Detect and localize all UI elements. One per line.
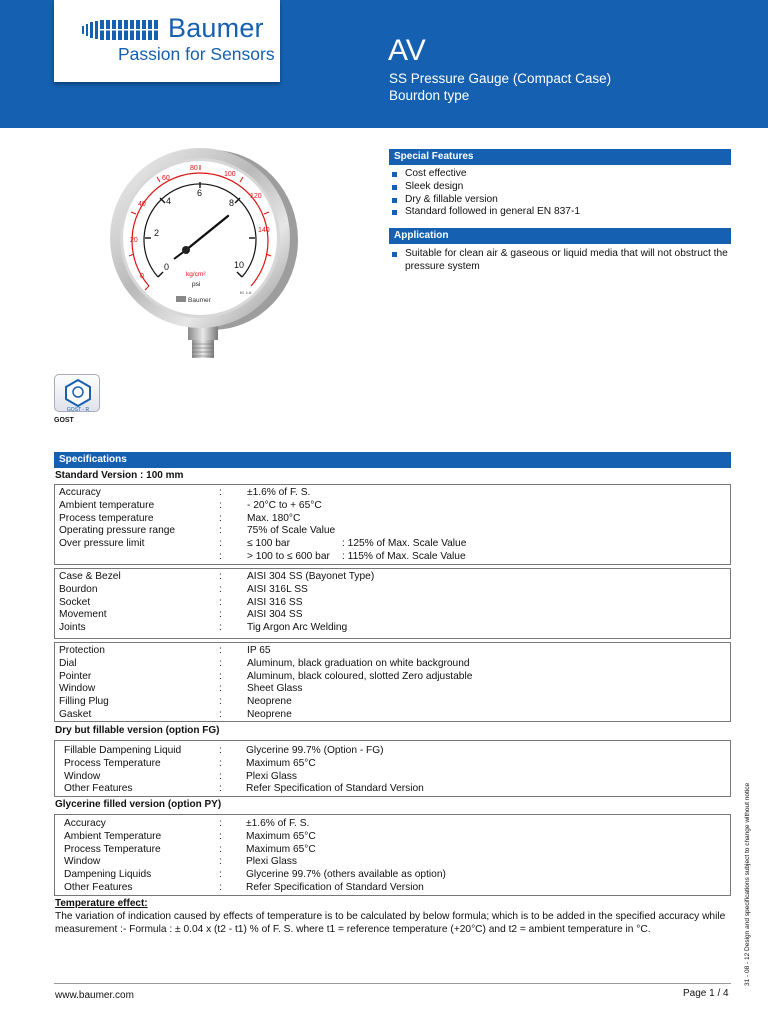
spec-colon: :	[219, 596, 222, 608]
spec-colon: :	[219, 818, 222, 829]
spec-label: Over pressure limit	[59, 538, 145, 550]
standard-version-title: Standard Version : 100 mm	[55, 470, 184, 481]
spec-value: AISI 304 SS	[247, 609, 303, 621]
list-item-text: Suitable for clean air & gaseous or liquid media that will not obstruct the pressure system	[405, 248, 728, 272]
spec-value: Aluminum, black coloured, slotted Zero adjustable	[247, 670, 473, 682]
outer-tick-label: 0	[140, 273, 144, 280]
special-features-list	[392, 168, 732, 219]
spec-colon: :	[219, 783, 222, 795]
spec-value-extra: : 115% of Max. Scale Value	[342, 551, 466, 562]
spec-label: Ambient temperature	[59, 499, 155, 511]
spec-group-components	[54, 642, 731, 722]
spec-value: ±1.6% of F. S.	[247, 487, 311, 498]
spec-value: Maximum 65°C	[246, 830, 316, 842]
spec-label: Accuracy	[64, 818, 106, 829]
spec-value: Plexi Glass	[246, 770, 297, 782]
spec-colon: :	[219, 609, 222, 621]
spec-value-extra: : 125% of Max. Scale Value	[342, 538, 467, 550]
bullet-square-icon	[392, 210, 397, 215]
gost-label: GOST	[54, 417, 74, 424]
spec-colon: :	[219, 551, 222, 562]
spec-colon: :	[219, 696, 222, 708]
inner-tick-label: 4	[166, 196, 172, 206]
spec-value: Glycerine 99.7% (others available as option)	[246, 869, 446, 881]
list-item	[392, 194, 732, 207]
specifications-header: Specifications	[54, 452, 731, 468]
spec-colon: :	[219, 525, 222, 537]
list-item-text: Sleek design	[405, 180, 464, 192]
spec-value: AISI 316L SS	[247, 583, 308, 595]
spec-colon: :	[219, 745, 222, 756]
inner-tick-label: 2	[154, 228, 160, 238]
spec-label: Pointer	[59, 670, 92, 682]
inner-tick-label: 6	[197, 188, 203, 198]
fg-version-title: Dry but fillable version (option FG)	[55, 725, 220, 736]
spec-colon: :	[219, 645, 222, 656]
outer-tick-label: 120	[250, 193, 262, 200]
product-code: AV	[388, 34, 426, 67]
spec-colon: :	[219, 487, 222, 498]
temperature-effect-title: Temperature effect:	[55, 898, 148, 909]
spec-label: Dial	[59, 657, 77, 669]
header-banner	[0, 0, 768, 128]
application-list	[392, 248, 737, 274]
inner-tick-label: 10	[234, 260, 245, 270]
spec-label: Movement	[59, 609, 107, 621]
spec-colon: :	[219, 538, 222, 550]
spec-label: Bourdon	[59, 583, 98, 595]
baumer-logo	[54, 0, 280, 82]
spec-value: Glycerine 99.7% (Option - FG)	[246, 745, 384, 756]
spec-group-materials	[54, 568, 731, 639]
product-subtitle	[389, 70, 611, 104]
spec-label: Process Temperature	[64, 757, 161, 769]
spec-label: Window	[64, 770, 101, 782]
spec-label: Accuracy	[59, 487, 101, 498]
side-note	[744, 740, 756, 986]
spec-value: AISI 316 SS	[247, 596, 303, 608]
spec-label: Case & Bezel	[59, 571, 121, 582]
spec-value: Maximum 65°C	[246, 757, 316, 769]
bullet-square-icon	[392, 185, 397, 190]
bullet-square-icon	[392, 252, 397, 257]
spec-label: Other Features	[64, 783, 133, 795]
gauge-brand: Baumer	[188, 297, 211, 304]
spec-value: Refer Specification of Standard Version	[246, 882, 424, 893]
pressure-gauge-image	[104, 146, 304, 377]
inner-tick-label: 8	[229, 198, 235, 208]
outer-tick-label: 80	[190, 165, 198, 172]
spec-value: Refer Specification of Standard Version	[246, 783, 424, 795]
spec-colon: :	[219, 882, 222, 893]
list-item-text: Cost effective	[405, 168, 467, 179]
spec-colon: :	[219, 657, 222, 669]
spec-label: Operating pressure range	[59, 525, 176, 537]
page-number: Page 1 / 4	[683, 988, 729, 999]
spec-value: Maximum 65°C	[246, 843, 316, 855]
spec-value: IP 65	[247, 645, 271, 656]
spec-label: Process Temperature	[64, 843, 161, 855]
spec-colon: :	[219, 622, 222, 634]
spec-colon: :	[219, 499, 222, 511]
list-item-text: Standard followed in general EN 837-1	[405, 206, 580, 218]
spec-value: AISI 304 SS (Bayonet Type)	[247, 571, 375, 582]
spec-colon: :	[219, 843, 222, 855]
spec-value: Max. 180°C	[247, 512, 301, 524]
product-title-line2: Bourdon type	[389, 88, 470, 103]
spec-value: ≤ 100 bar	[247, 538, 290, 550]
spec-value: Sheet Glass	[247, 683, 303, 695]
spec-colon: :	[219, 583, 222, 595]
outer-tick-label: 60	[162, 175, 170, 182]
spec-value: Neoprene	[247, 709, 292, 720]
gauge-unit-kg: kg/cm²	[186, 271, 206, 278]
spec-label: Fillable Dampening Liquid	[64, 745, 182, 756]
outer-tick-label: 40	[138, 201, 146, 208]
list-item	[392, 181, 732, 194]
spec-colon: :	[219, 869, 222, 881]
spec-value: - 20°C to + 65°C	[247, 499, 322, 511]
spec-label: Joints	[59, 622, 86, 634]
spec-colon: :	[219, 571, 222, 582]
gauge-class: Kl. 1.6	[240, 290, 252, 295]
spec-label: Dampening Liquids	[64, 869, 152, 881]
application-header: Application	[389, 228, 731, 244]
list-item	[392, 206, 732, 219]
list-item	[392, 248, 737, 274]
spec-label: Gasket	[59, 709, 92, 720]
spec-label: Process temperature	[59, 512, 154, 524]
bullet-square-icon	[392, 172, 397, 177]
inner-tick-label: 0	[164, 262, 170, 272]
brand-name: Baumer	[168, 13, 264, 43]
gost-icon-text: GOST - R	[66, 407, 90, 413]
spec-value: Plexi Glass	[246, 856, 297, 868]
gost-certification-icon	[54, 374, 100, 412]
footer-website-link[interactable]: www.baumer.com	[55, 990, 134, 1001]
bullet-square-icon	[392, 198, 397, 203]
temperature-effect-text: The variation of indication caused by effects of temperature is to be calculated by below formula; which is to be added in the specified accuracy while measurement :- Formula : ± 0.04 x (t2 - t1) % of F. S. where t1 = reference temperature (+20°C) and t2 = ambient temperature in °C.	[55, 911, 726, 935]
spec-value: Neoprene	[247, 696, 292, 708]
spec-value: > 100 to ≤ 600 bar	[247, 551, 330, 562]
gauge-unit-psi: psi	[192, 281, 201, 288]
py-version-title: Glycerine filled version (option PY)	[55, 799, 222, 810]
footer-divider	[54, 983, 731, 984]
spec-colon: :	[219, 830, 222, 842]
spec-label: Other Features	[64, 882, 133, 893]
list-item-text: Dry & fillable version	[405, 193, 498, 205]
spec-value: Aluminum, black graduation on white background	[247, 657, 470, 669]
spec-colon: :	[219, 856, 222, 868]
spec-label: Ambient Temperature	[64, 830, 162, 842]
spec-value: 75% of Scale Value	[247, 525, 336, 537]
spec-label: Window	[59, 683, 96, 695]
spec-colon: :	[219, 709, 222, 720]
spec-colon: :	[219, 683, 222, 695]
spec-value: Tig Argon Arc Welding	[247, 622, 348, 634]
product-title-line1: SS Pressure Gauge (Compact Case)	[389, 71, 612, 86]
spec-label: Window	[64, 856, 101, 868]
spec-label: Socket	[59, 596, 91, 608]
spec-colon: :	[219, 757, 222, 769]
logo-mark-icon	[82, 19, 162, 41]
list-item	[392, 168, 732, 181]
special-features-header: Special Features	[389, 149, 731, 165]
side-note-text: 31 - 08 - 12 Design and specifications subject to change without notice	[744, 782, 751, 986]
spec-value: ±1.6% of F. S.	[246, 818, 310, 829]
outer-tick-label: 140	[258, 227, 270, 234]
spec-label: Protection	[59, 645, 105, 656]
outer-tick-label: 20	[130, 237, 138, 244]
spec-colon: :	[219, 770, 222, 782]
spec-label: Filling Plug	[59, 696, 109, 708]
spec-colon: :	[219, 512, 222, 524]
brand-tagline: Passion for Sensors	[118, 44, 275, 64]
outer-tick-label: 100	[224, 171, 236, 178]
spec-colon: :	[219, 670, 222, 682]
